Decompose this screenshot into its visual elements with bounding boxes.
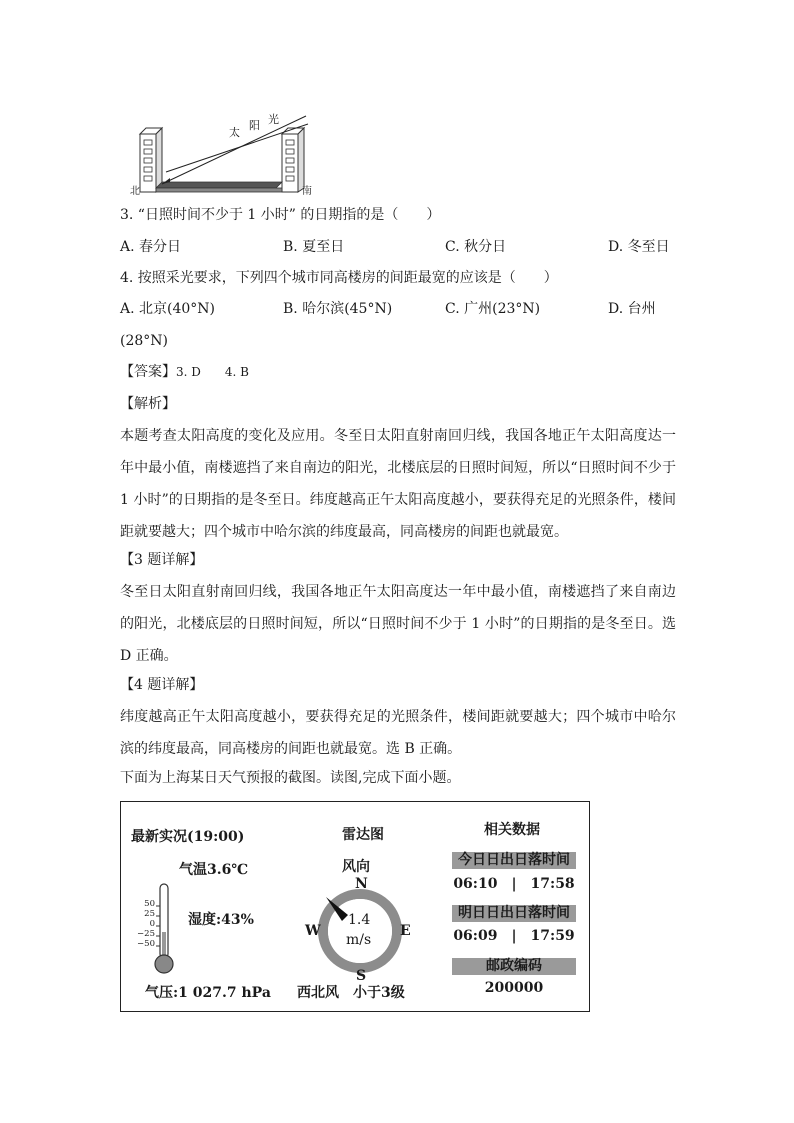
detail-4-label: 【4 题详解】	[120, 677, 204, 693]
tick-0: 0	[149, 919, 155, 929]
wind-direction-title: 风向	[342, 859, 370, 875]
compass-w: W	[305, 923, 321, 939]
detail-3-label: 【3 题详解】	[120, 552, 204, 568]
compass-s: S	[356, 968, 367, 984]
humidity-value: 湿度:43%	[188, 912, 254, 928]
sun-label-3: 光	[268, 113, 279, 126]
today-sun-times: 06:10 | 17:58	[453, 876, 575, 892]
postcode-title: 邮政编码	[452, 958, 576, 975]
q4-option-a: A. 北京(40°N)	[120, 301, 215, 317]
q4-option-d-cont: (28°N)	[120, 333, 168, 349]
weather-intro: 下面为上海某日天气预报的截图。读图,完成下面小题。	[120, 770, 461, 786]
wind-compass	[318, 889, 402, 973]
answer-line	[120, 362, 249, 382]
tick-25: 25	[144, 909, 155, 919]
wind-unit: m/s	[346, 932, 372, 948]
analysis-label: 【解析】	[120, 396, 176, 412]
wind-description: 西北风 小于3级	[297, 985, 405, 1001]
q3-option-a: A. 春分日	[120, 239, 182, 255]
q4-option-b: B. 哈尔滨(45°N)	[283, 301, 393, 317]
question-4-stem: 4. 按照采光要求，下列四个城市同高楼房的间距最宽的应该是（ ）	[120, 270, 558, 286]
temperature-value: 气温3.6℃	[179, 862, 249, 878]
radar-title: 雷达图	[342, 827, 384, 843]
detail-3-text: 冬至日太阳直射南回归线，我国各地正午太阳高度达一年中最小值，南楼遮挡了来自南边的阳光，北楼底层的日照时间短，所以“日照时间不少于 1 小时”的日期指的是冬至日。选 D 正确。	[120, 584, 676, 664]
answer-text: 3. D 4. B	[176, 365, 249, 379]
weather-panel	[120, 801, 590, 1012]
analysis-text: 本题考查太阳高度的变化及应用。冬至日太阳直射南回归线，我国各地正午太阳高度达一年中最小值，南楼遮挡了来自南边的阳光，北楼底层的日照时间短，所以“日照时间不少于 1 小时”的日期指的是冬至日。纬度越高正午太阳高度越小，要获得充足的光照条件，楼间距就要越大；四个城市中哈尔滨的纬度最高，同高楼房的间距也就最宽。	[120, 428, 676, 540]
today-sun-title: 今日日出日落时间	[452, 852, 576, 869]
wind-speed: 1.4	[348, 912, 371, 928]
tomorrow-sun-title: 明日日出日落时间	[452, 905, 576, 922]
related-title: 相关数据	[484, 822, 540, 838]
pressure-value: 气压:1 027.7 hPa	[145, 985, 271, 1001]
thermo-ticks	[133, 899, 155, 949]
tick-minus-50: −50	[137, 939, 155, 949]
postcode-value: 200000	[484, 980, 544, 996]
question-3-stem: 3. “日照时间不少于 1 小时” 的日期指的是（ ）	[120, 207, 441, 223]
building-shadow-figure	[126, 112, 320, 196]
latest-title: 最新实况(19:00)	[131, 829, 245, 845]
sun-label-2: 阳	[249, 119, 260, 132]
q4-option-d: D. 台州	[608, 301, 656, 317]
sun-label-1: 太	[229, 126, 240, 139]
tick-minus-25: −25	[137, 929, 155, 939]
compass-e: E	[400, 923, 411, 939]
q3-option-c: C. 秋分日	[445, 239, 507, 255]
q4-option-c: C. 广州(23°N)	[445, 301, 541, 317]
q3-option-b: B. 夏至日	[283, 239, 345, 255]
detail-4-text: 纬度越高正午太阳高度越小，要获得充足的光照条件，楼间距就要越大；四个城市中哈尔滨的纬度最高，同高楼房的间距也就最宽。选 B 正确。	[120, 709, 676, 757]
north-label: 北	[130, 186, 140, 197]
south-label: 南	[302, 186, 312, 197]
compass-n: N	[355, 876, 368, 892]
q3-option-d: D. 冬至日	[608, 239, 670, 255]
answer-label: 【答案】	[120, 364, 176, 380]
tomorrow-sun-times: 06:09 | 17:59	[453, 928, 575, 944]
tick-50: 50	[144, 899, 155, 909]
